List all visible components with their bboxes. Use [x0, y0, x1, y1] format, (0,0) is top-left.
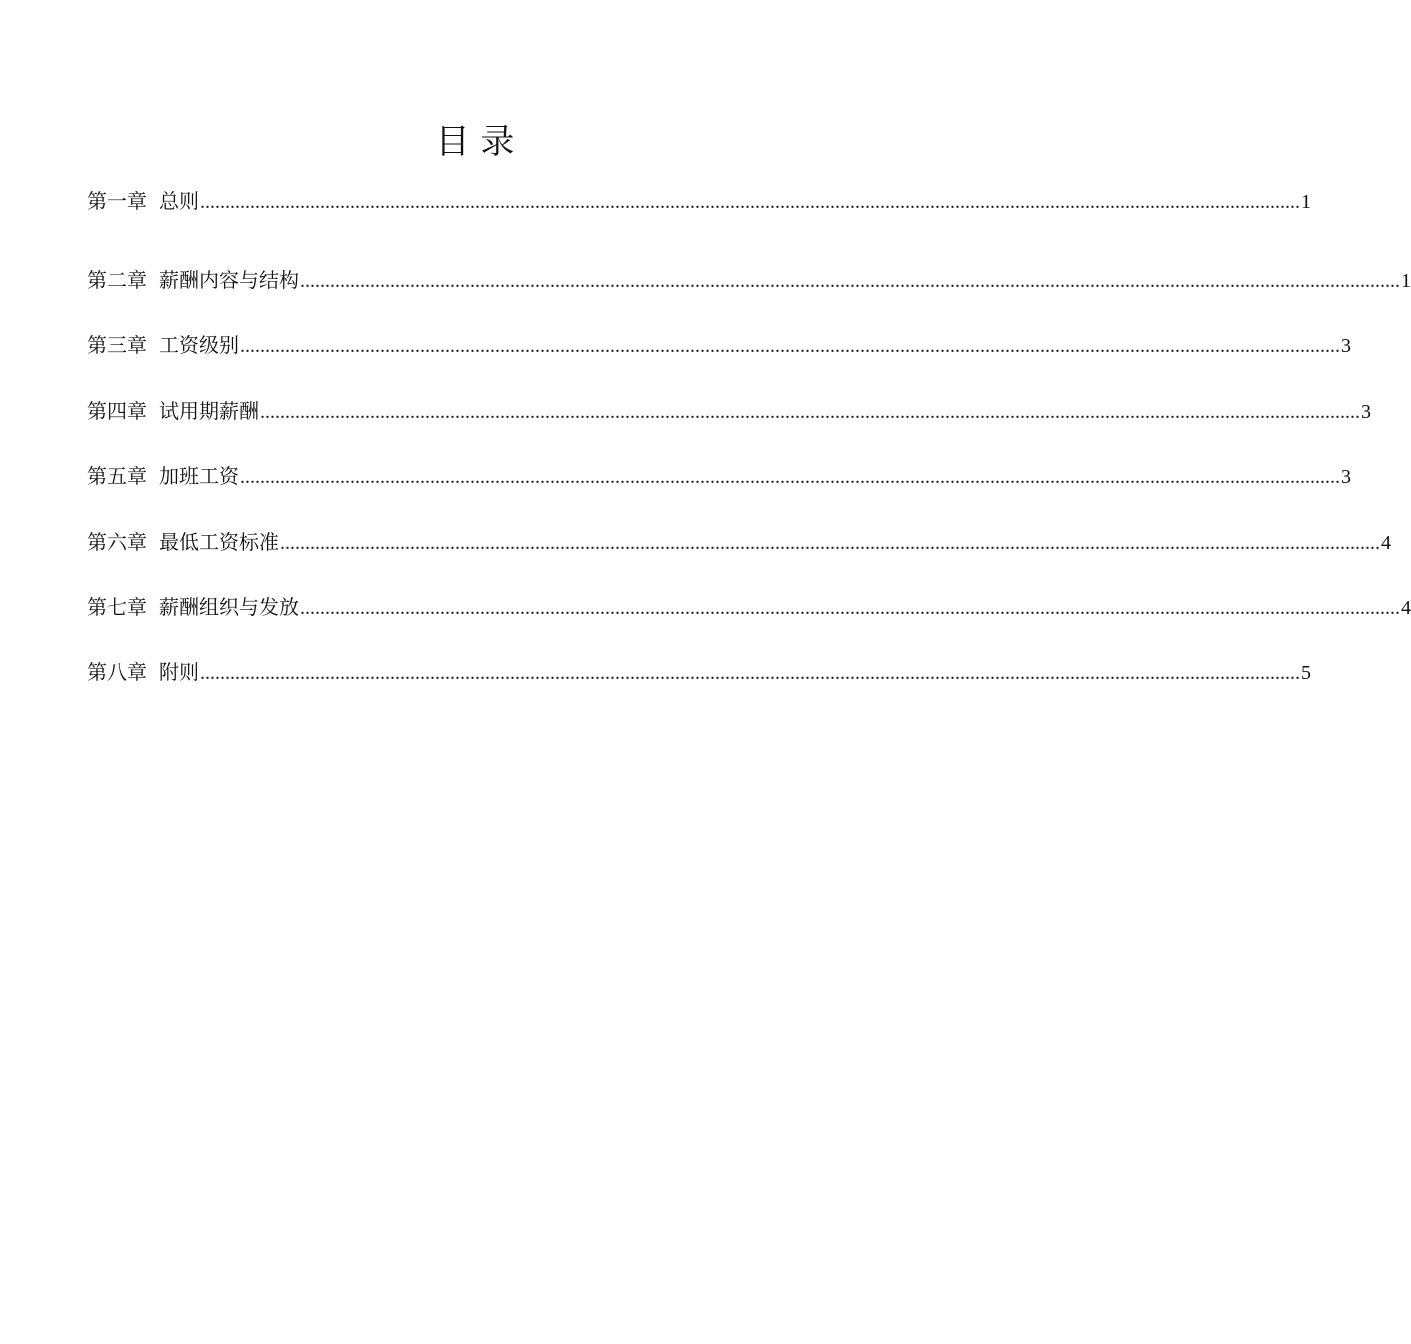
toc-entry-5[interactable]: [87, 461, 1351, 491]
toc-entry-name: 薪酬组织与发放: [159, 595, 299, 619]
toc-entry-chapter: 第四章: [87, 399, 147, 423]
toc-entry-chapter: 第七章: [87, 595, 147, 619]
toc-entry-name: 总则: [159, 189, 199, 213]
toc-entry-label: [87, 330, 239, 360]
toc-entry-1[interactable]: [87, 186, 1311, 216]
toc-entry-page: 3: [1361, 401, 1371, 423]
toc-entry-8[interactable]: [87, 657, 1311, 687]
toc-entry-label: [87, 592, 299, 622]
toc-title: 目 录: [435, 122, 515, 162]
toc-entry-4[interactable]: [87, 396, 1371, 426]
toc-entry-chapter: 第六章: [87, 530, 147, 554]
toc-entry-page: 3: [1341, 335, 1351, 357]
toc-entry-chapter: 第二章: [87, 268, 147, 292]
toc-entry-page: 1: [1301, 191, 1311, 213]
toc-dot-leader: ............................................................................................................................................................................................................................: [200, 662, 1300, 684]
toc-entry-label: [87, 527, 279, 557]
toc-entry-page: 1: [1401, 270, 1411, 292]
toc-dot-leader: ............................................................................................................................................................................................................................: [240, 335, 1340, 357]
toc-entry-page: 4: [1401, 597, 1411, 619]
toc-entry-label: [87, 396, 259, 426]
toc-entry-page: 4: [1381, 532, 1391, 554]
toc-dot-leader: ............................................................................................................................................................................................................................: [200, 191, 1300, 213]
toc-entry-name: 试用期薪酬: [159, 399, 259, 423]
toc-entry-label: [87, 461, 239, 491]
toc-entry-page: 5: [1301, 662, 1311, 684]
toc-entry-2[interactable]: [87, 265, 1411, 295]
toc-entry-7[interactable]: [87, 592, 1411, 622]
toc-dot-leader: ............................................................................................................................................................................................................................: [300, 597, 1400, 619]
toc-entry-name: 最低工资标准: [159, 530, 279, 554]
toc-dot-leader: ............................................................................................................................................................................................................................: [240, 466, 1340, 488]
toc-dot-leader: ............................................................................................................................................................................................................................: [260, 401, 1360, 423]
toc-entry-name: 附则: [159, 660, 199, 684]
toc-entry-chapter: 第三章: [87, 333, 147, 357]
toc-entry-6[interactable]: [87, 527, 1391, 557]
toc-entry-chapter: 第一章: [87, 189, 147, 213]
toc-entry-name: 加班工资: [159, 464, 239, 488]
toc-entry-name: 工资级别: [159, 333, 239, 357]
toc-entry-label: [87, 186, 199, 216]
toc-entry-chapter: 第五章: [87, 464, 147, 488]
toc-entry-chapter: 第八章: [87, 660, 147, 684]
toc-entry-3[interactable]: [87, 330, 1351, 360]
toc-dot-leader: ............................................................................................................................................................................................................................: [300, 270, 1400, 292]
toc-entry-page: 3: [1341, 466, 1351, 488]
toc-dot-leader: ............................................................................................................................................................................................................................: [280, 532, 1380, 554]
toc-entry-name: 薪酬内容与结构: [159, 268, 299, 292]
toc-entry-label: [87, 657, 199, 687]
toc-entry-label: [87, 265, 299, 295]
